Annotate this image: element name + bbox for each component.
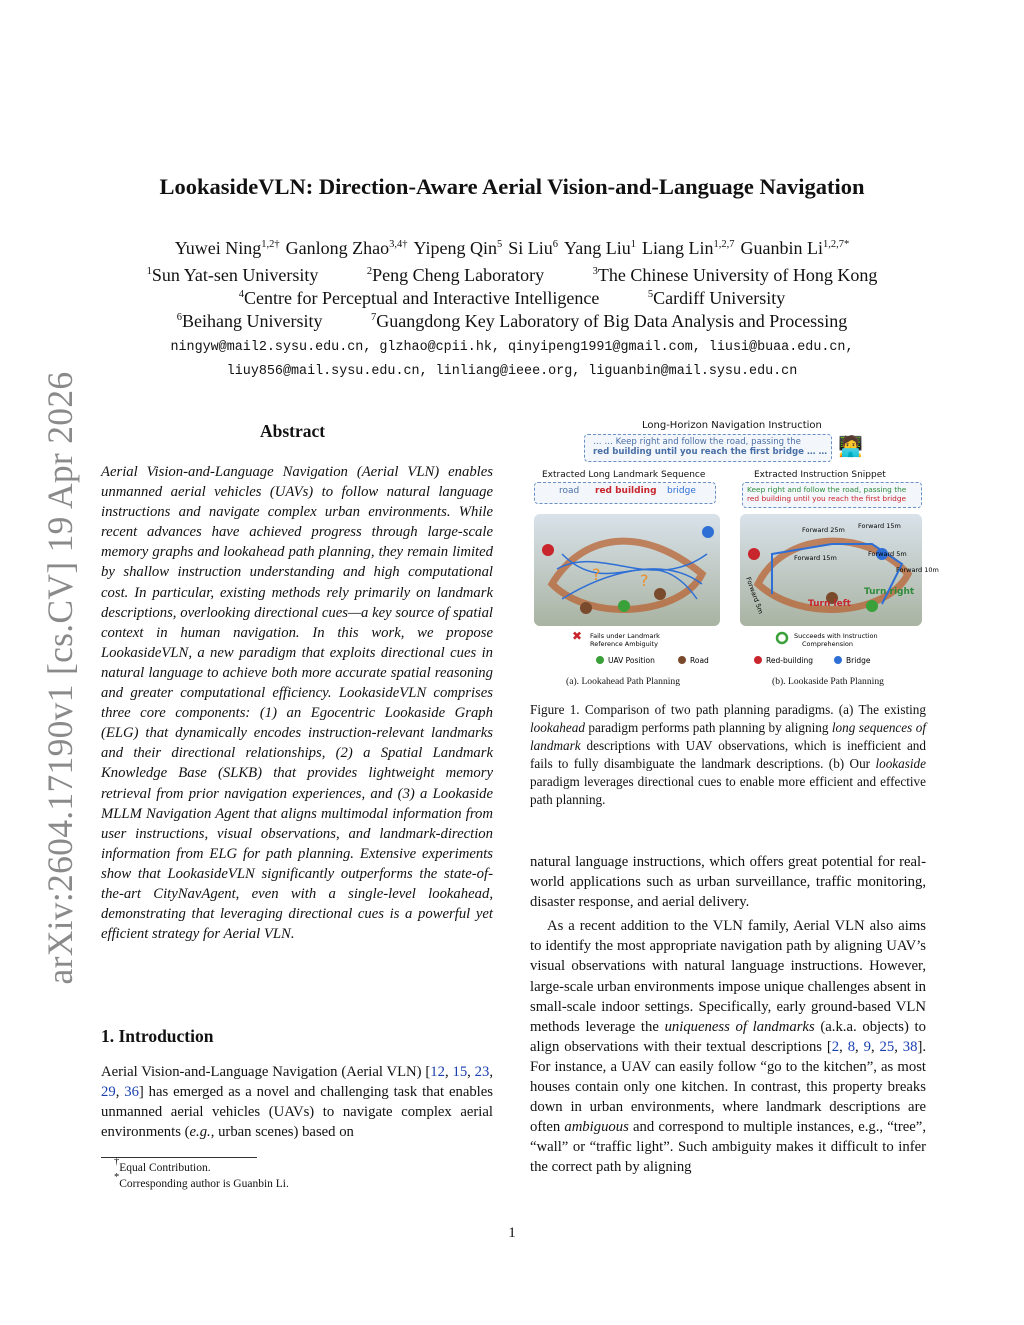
success-text: Comprehension <box>802 640 854 648</box>
instruction-box <box>584 434 832 462</box>
uav-position-pin <box>866 600 878 612</box>
author-name: Guanbin $Li^{1,2,7*}$ <box>740 238 850 258</box>
legend-bridge: Bridge <box>846 656 871 665</box>
success-text: Succeeds with Instruction <box>794 632 878 640</box>
email-line-1: ningyw@mail2.sysu.edu.cn, glzhao@cpii.hk, qinyipeng1991@gmail.com, liusi@buaa.edu.cn, <box>170 340 854 355</box>
road-pin <box>654 588 666 600</box>
legend-road: Road <box>690 656 709 665</box>
footnote-corresponding-author: *Corresponding author is Guanbin Li. <box>114 1172 289 1190</box>
author-name: Yang Liu$^1$ <box>564 238 636 258</box>
red-building-pin <box>748 548 760 560</box>
right-paragraph-2: As a recent addition to the VLN family, Aerial VLN also aims to identify the most appropriate navigation path by aligning UAV’s visual observations with natural language instructions. However, large-scale urban environments impose unique challenges absent in small-scale indoor settings. Specifically, early ground-based VLN methods leverage the uniqueness of landmarks (a.k.a. objects) to align observations with their textual descriptions [2, 8, 9, 25, 38]. For instance, a UAV can easily follow “go to the kitchen”, as most houses contain only one kitchen. In contrast, this property breaks down in urban environments, where landmark descriptions are often ambiguous and correspond to multiple instances, e.g., “tree”, “wall” or “traffic light”. Such ambiguity makes it difficult to infer the correct path by aligning <box>530 918 927 1176</box>
citation-link[interactable]: 38 <box>902 1038 918 1055</box>
author-name: Yipeng Qin$^5$ <box>413 238 503 258</box>
arrow-label: Forward 10m <box>896 566 939 574</box>
arrow-label: Forward 25m <box>802 526 845 534</box>
abstract-text: Aerial Vision-and-Language Navigation (Aerial VLN) enables unmanned aerial vehicles (UAVs) to follow natural language instructions and navigate complex urban environments. While recent advances have achieved progress through large-scale memory graphs and lookahead path planning, they remain limited by shallow instruction understanding and high computational cost. In particular, existing methods rely primarily on landmark descriptions, overlooking directional cues—a key source of spatial context in human navigation. In this work, we propose LookasideVLN, a new paradigm that exploits directional cues in natural language to achieve both more accurate spatial reasoning and greater computational efficiency. LookasideVLN comprises three core components: (1) an Egocentric Lookaside Graph (ELG) that dynamically encodes instruction-relevant landmarks and their directional relationships, (2) a Spatial Landmark Knowledge Base (SLKB) that provides lightweight memory retrieval from prior navigation experiences, and (3) a Lookaside MLLM Navigation Agent that aligns multimodal information from user instructions, visual observations, and landmark-direction information from ELG for path planning. Extensive experiments show that LookasideVLN significantly outperforms the state-of-the-art CityNavAgent, even with a single-level lookahead, demonstrating that leveraging directional cues is a powerful yet efficient strategy for Aerial VLN. <box>101 464 493 943</box>
instruction-line-1: … … Keep right and follow the road, passing the <box>593 437 801 447</box>
question-mark: ? <box>592 565 601 584</box>
affiliation: $^2$Peng Cheng Laboratory <box>366 265 545 285</box>
paper-title: LookasideVLN: Direction-Aware Aerial Vision-and-Language Navigation <box>159 174 865 199</box>
citation-link[interactable]: 36 <box>124 1084 139 1101</box>
page-number: 1 <box>508 1225 516 1241</box>
fail-cross-icon: ✖ <box>572 629 583 643</box>
right-paragraph-1: natural language instructions, which offers great potential for real-world applications such as urban surveillance, traffic monitoring, disaster response, and aerial delivery. <box>530 854 926 911</box>
subcaption-a: (a). Lookahead Path Planning <box>566 676 681 687</box>
turn-left-label: Turn left <box>808 599 851 609</box>
citation-link[interactable]: 12 <box>430 1064 445 1080</box>
uav-position-pin <box>618 600 630 612</box>
citation-link[interactable]: 15 <box>452 1064 468 1080</box>
citation-link[interactable]: 8 <box>847 1038 856 1055</box>
right-column-text <box>530 852 926 1178</box>
seq-bridge: bridge <box>667 486 696 496</box>
arrow-label: Forward 15m <box>858 522 901 530</box>
citation-link[interactable]: 9 <box>863 1038 871 1055</box>
author-name: Ganlong Zhao$^{3,4\dagger}$ <box>285 238 408 258</box>
success-circle-icon <box>777 633 787 643</box>
citation-link[interactable]: 29 <box>101 1084 116 1101</box>
user-icon: 🧑‍💻 <box>838 434 863 458</box>
intro-paragraph: Aerial Vision-and-Language Navigation (Aerial VLN) [12, 15, 23, 29, 36] has emerged as a novel and challenging task that enables unmanned aerial vehicles (UAVs) to navigate complex aerial environments (e.g., urban scenes) based on <box>101 1064 494 1141</box>
footnote-equal-contribution: †Equal Contribution. <box>114 1156 211 1174</box>
subcaption-b: (b). Lookaside Path Planning <box>772 676 884 687</box>
author-name: Liang Lin$^{1,2,7}$ <box>641 238 735 258</box>
affiliation: $^4$Centre for Perceptual and Interactive Intelligence <box>238 288 600 308</box>
affiliation-line-1 <box>40 265 984 286</box>
arxiv-side-stamp: arXiv:2604.17190v1 [cs.CV] 19 Apr 2026 <box>40 371 80 985</box>
footnote-rule <box>101 1157 257 1158</box>
email-line-2: liuy856@mail.sysu.edu.cn, linliang@ieee.org, liguanbin@mail.sysu.edu.cn <box>226 364 798 379</box>
arrow-label: Forward 15m <box>794 554 837 562</box>
affiliation: $^7$Guangdong Key Laboratory of Big Data Analysis and Processing <box>371 311 848 331</box>
fail-text: Reference Ambiguity <box>590 640 658 648</box>
legend-uav-marker <box>596 656 604 664</box>
seq-red-building: red building <box>595 486 657 496</box>
citation-link[interactable]: 25 <box>879 1038 895 1055</box>
author-name: Yuwei Ning$^{1,2\dagger}$ <box>174 238 280 258</box>
citation-link[interactable]: 2 <box>831 1038 840 1055</box>
legend-uav: UAV Position <box>608 656 655 665</box>
legend-bridge-marker <box>834 656 842 664</box>
legend-red-building-marker <box>754 656 762 664</box>
section-heading-introduction: 1. Introduction <box>101 1026 214 1046</box>
seq-road: road <box>559 486 580 496</box>
fail-text: Fails under Landmark <box>590 632 660 640</box>
road-pin <box>580 602 592 614</box>
left-panel-header: Extracted Long Landmark Sequence <box>542 470 706 480</box>
bridge-pin <box>702 526 714 538</box>
author-list <box>40 238 984 259</box>
turn-right-label: Turn right <box>864 587 915 597</box>
legend-red-building: Red-building <box>766 656 813 665</box>
snippet-line-2: red building until you reach the first bridge <box>747 494 907 503</box>
instruction-snippet-box <box>742 482 922 508</box>
affiliation: $^1$Sun Yat-sen University <box>146 265 319 285</box>
instruction-line-2: red building until you reach the first bridge … … <box>593 447 828 457</box>
question-mark: ? <box>640 571 649 590</box>
affiliation-line-2 <box>40 288 984 309</box>
arrow-label: Forward 5m <box>744 575 765 616</box>
affiliation-line-3 <box>40 311 984 332</box>
red-building-pin <box>542 544 554 556</box>
author-name: Si Liu$^6$ <box>508 238 559 258</box>
snippet-line-1: Keep right and follow the road, passing the <box>747 485 907 494</box>
affiliation: $^6$Beihang University <box>176 311 323 331</box>
arrow-label: Forward 5m <box>868 550 907 558</box>
figure-caption: Figure 1. Comparison of two path planning paradigms. (a) The existing lookahead paradigm performs path planning by aligning long sequences of landmark descriptions with UAV observations, which is inefficient and fails to fully disambiguate the landmark descriptions. (b) Our lookaside paradigm leverages directional cues to enable more efficient and effective path planning. <box>530 702 926 807</box>
figure-top-title: Long-Horizon Navigation Instruction <box>642 420 822 431</box>
affiliation: $^5$Cardiff University <box>647 288 786 308</box>
affiliation: $^3$The Chinese University of Hong Kong <box>592 265 878 285</box>
figure-1 <box>532 420 939 688</box>
figure-illustration <box>532 514 939 674</box>
landmark-sequence-box <box>534 482 716 504</box>
citation-link[interactable]: 23 <box>474 1064 490 1080</box>
abstract-heading: Abstract <box>260 421 326 441</box>
right-panel-header: Extracted Instruction Snippet <box>754 470 886 480</box>
legend-road-marker <box>678 656 686 664</box>
